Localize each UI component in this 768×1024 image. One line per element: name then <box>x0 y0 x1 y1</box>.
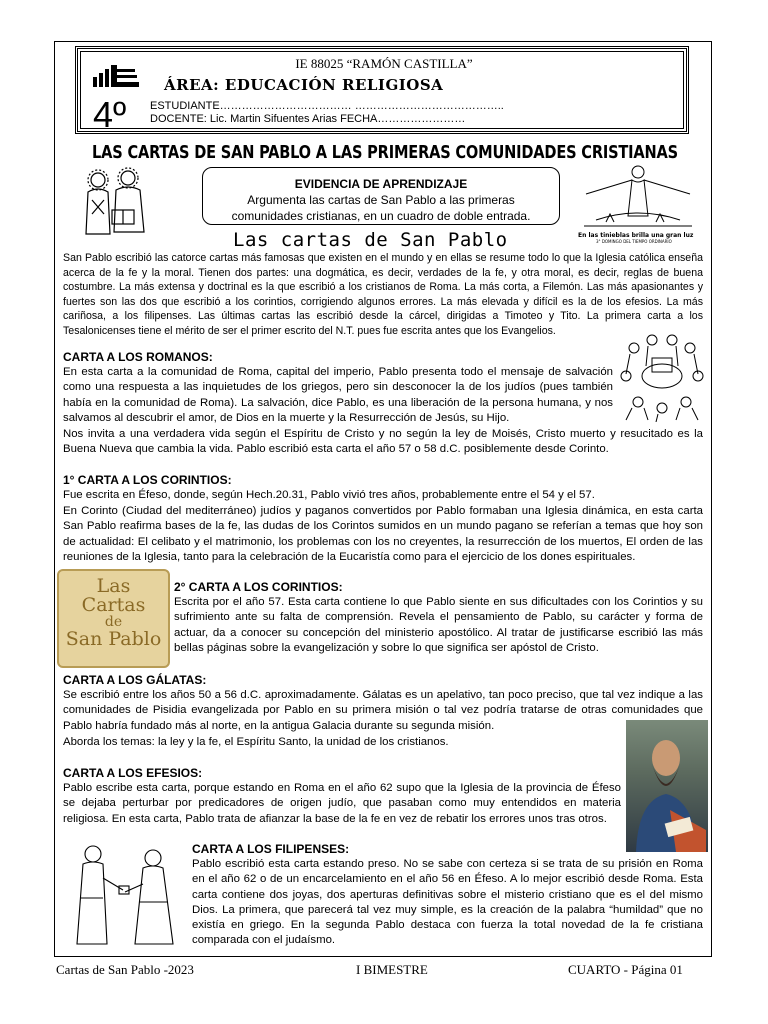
area-title: ÁREA: EDUCACIÓN RELIGIOSA <box>164 76 444 94</box>
filipenses-title: CARTA A LOS FILIPENSES: <box>192 842 350 856</box>
school-name: IE 88025 “RAMÓN CASTILLA” <box>295 56 473 71</box>
book-cover-line-4: San Pablo <box>65 628 162 650</box>
efesios-title: CARTA A LOS EFESIOS: <box>63 766 203 780</box>
two-men-illustration <box>63 838 187 950</box>
svg-text:3° DOMINGO DEL TIEMPO ORDINARI: 3° DOMINGO DEL TIEMPO ORDINARIO <box>596 239 672 244</box>
grade-label: 4º <box>93 94 127 135</box>
galatas-paragraph-1: Se escribió entre los años 50 a 56 d.C. aproximadamente. Gálatas es un apelativo, tan poco preciso, que tal vez indique a las comunidades de Pisidia evangelizada por Pablo en su primera misión o tal vez podría tratarse de otras comunidades que Pablo habría fundado más al norte, en la antigua Galacia durante su segunda misión. <box>63 689 703 732</box>
paul-portrait <box>626 720 708 852</box>
corintios1-paragraph-2: En Corinto (Ciudad del mediterráneo) judíos y paganos convertidos por Pablo formaban una Iglesia dinámica, en esta carta San Pablo reafirma bases de la fe, las dudas de los Corintos sumidos en un mundo pagano se referían a temas que hoy son de actualidad: El celibato y el matrimonio, los problemas con los no creyentes, la resurrección de los muertos, El orden de las reuniones de la Iglesia, tanto para la celebración de la Eucaristía como para el ejercicio de los dones espirituales. <box>63 505 703 563</box>
christ-illustration <box>576 160 700 244</box>
galatas-title: CARTA A LOS GÁLATAS: <box>63 673 207 687</box>
footer-right: CUARTO - Página 01 <box>568 962 683 977</box>
book-cover-line-2: Cartas <box>81 594 146 616</box>
footer-left: Cartas de San Pablo -2023 <box>56 962 194 977</box>
footer-center: I BIMESTRE <box>356 962 428 977</box>
teacher-line: DOCENTE: Lic. Martin Sifuentes Arias FECHA…………………… <box>150 113 466 125</box>
filipenses-paragraph-1: Pablo escribió esta carta estando preso. No se sabe con certeza si se trata de su prisión en Roma en el año 62 o de un encarcelamiento en el año 56 en Éfeso. A lo mejor escribió desde Roma. Esta carta contiene dos joyas, dos aperturas definitivas sobre el misterio cristiano que es el del mismo Dios. La primera, que parecerá tal vez muy simple, es la creación de la palabra “humildad” que no existía en griego. En la segunda Pablo destaca con fuerza la total novedad de la fe cristiana comparada con el judaísmo. <box>192 858 703 947</box>
corintios2-title: 2° CARTA A LOS CORINTIOS: <box>174 580 343 594</box>
page-title: LAS CARTAS DE SAN PABLO A LAS PRIMERAS COMUNIDADES CRISTIANAS <box>92 142 678 163</box>
efesios-paragraph-1: Pablo escribe esta carta, porque estando en Roma en el año 62 supo que la Iglesia de la provincia de Éfeso se dejaba perturbar por predicadores de origen judío, que pasaban como muy entendidos en materia religiosa. En esta carta, Pablo trata de afianzar la base de la fe en vez de rebatir los errores unos tras otros. <box>63 782 621 825</box>
corintios2-paragraph-1: Escrita por el año 57. Esta carta contiene lo que Pablo siente en sus dificultades con los Corintios y su sufrimiento ante su falta de comprensión. Revela el pensamiento de Pablo, su carácter y forma de actuar, da a conocer su concepción del ministerio apostólico. Al tratar de justificarse escribió las más bellas páginas sobre la evangelización y sobre lo que significa ser apóstol de Cristo. <box>174 596 703 654</box>
galatas-paragraph-2: Aborda los temas: la ley y la fe, el Espíritu Santo, la unidad de los cristianos. <box>63 736 449 748</box>
romanos-title: CARTA A LOS ROMANOS: <box>63 350 213 364</box>
book-cover-image <box>57 569 170 668</box>
evidence-line-1: Argumenta las cartas de San Pablo a las primeras <box>247 193 515 207</box>
intro-paragraph: San Pablo escribió las catorce cartas más famosas que existen en el mundo y en ellas se resume todo lo que la Iglesia católica enseña acerca de la fe y la moral. Tienen dos partes: una dogmática, es decir, verdades de la fe, y otra moral, es decir, reglas de buena costumbre. La más extensa y doctrinal es la que escribió a los cristianos de Roma. La más corta, a Filemón. Las más apasionantes y fuertes son las dos que escribió a los corintios, corrigiendo algunos errores. La más elevada y difícil es la de los efesios. La más cariñosa, a los filipenses. Las últimas cartas las escribió desde la cárcel, dirigidas a Timoteo y Tito. La primera carta a los Tesalonicenses tiene el mérito de ser el primer escrito del N.T. pues fue escrita antes que los Evangelios. <box>63 252 703 337</box>
corintios1-title: 1° CARTA A LOS CORINTIOS: <box>63 473 232 487</box>
evidence-line-2: comunidades cristianas, en un cuadro de doble entrada. <box>231 209 531 223</box>
community-illustration <box>618 328 706 422</box>
book-cover-line-1: Las <box>96 575 131 597</box>
romanos-paragraph-1: En esta carta a la comunidad de Roma, capital del imperio, Pablo presenta todo el mensaje de salvación como una respuesta a las inquietudes de los griegos, pero sin desconocer la de los judíos (pues también había en la comunidad de Roma). La salvación, dice Pablo, es una liberación de la persona humana, y nos salvamos al descubrir el amor, de Dios en la muerte y la Resurrección de Jesús, su Hijo. <box>63 366 613 424</box>
evidence-box <box>202 167 560 225</box>
paul-portrait-icon <box>626 720 708 852</box>
svg-text:En las tinieblas brilla una gr: En las tinieblas brilla una gran luz <box>578 232 694 239</box>
corintios1-paragraph-1: Fue escrita en Éfeso, donde, según Hech.20.31, Pablo vivió tres años, probablemente entre el 54 y el 57. <box>63 489 595 501</box>
section-subtitle: Las cartas de San Pablo <box>233 229 508 251</box>
apostles-illustration <box>74 164 154 242</box>
evidence-title: EVIDENCIA DE APRENDIZAJE <box>294 177 468 191</box>
student-line: ESTUDIANTE……………………………… ………………………………….. <box>150 100 504 112</box>
book-cover-line-3: de <box>104 614 123 630</box>
romanos-paragraph-2: Nos invita a una verdadera vida según el Espíritu de Cristo y no según la ley de Moisés, Cristo muerto y resucitado es la Buena Nueva que cambia la vida. Pablo escribió esta carta el año 57 o 58 d.C. posiblemente desde Corinto. <box>63 428 703 456</box>
